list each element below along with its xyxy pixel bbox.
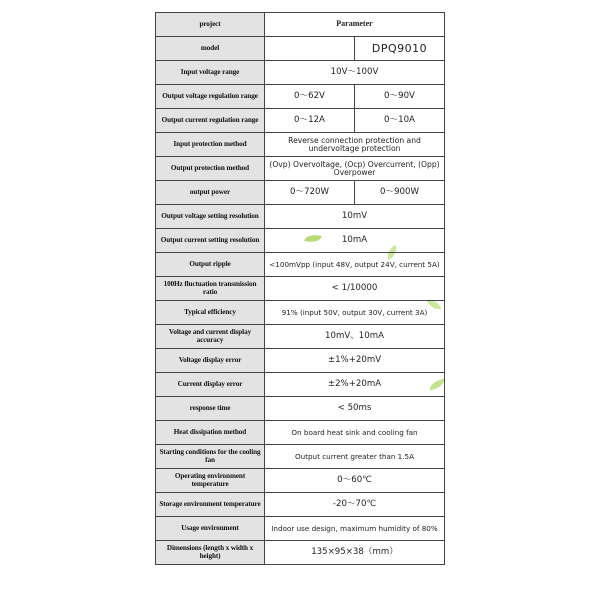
row-value-left: 0～12A: [265, 109, 355, 133]
table-row: [156, 397, 445, 421]
row-value-right: 0～10A: [355, 109, 445, 133]
table-header-row: [156, 13, 445, 37]
row-value: ±1%+20mV: [265, 349, 445, 373]
table-row: [156, 253, 445, 277]
table-row: [156, 37, 445, 61]
table-row: [156, 205, 445, 229]
row-value: 135×95×38（mm）: [265, 541, 445, 565]
header-project: project: [156, 13, 265, 37]
row-label: 100Hz fluctuation transmission ratio: [156, 277, 265, 301]
table-row: [156, 469, 445, 493]
row-label: Heat dissipation method: [156, 421, 265, 445]
table-row: [156, 541, 445, 565]
empty-cell: [265, 37, 355, 61]
row-label: response time: [156, 397, 265, 421]
table-row: [156, 109, 445, 133]
row-value-left: 0～720W: [265, 181, 355, 205]
row-value-right: 0～900W: [355, 181, 445, 205]
row-value: Output current greater than 1.5A: [265, 445, 445, 469]
table-row: [156, 133, 445, 157]
row-label: Output ripple: [156, 253, 265, 277]
row-value-left: 0～62V: [265, 85, 355, 109]
row-value: On board heat sink and cooling fan: [265, 421, 445, 445]
parameter-table: [155, 12, 445, 565]
row-label: Operating environment temperature: [156, 469, 265, 493]
table-row: [156, 445, 445, 469]
table-row: [156, 301, 445, 325]
row-value: < 50ms: [265, 397, 445, 421]
table-row: [156, 325, 445, 349]
row-label: Output current regulation range: [156, 109, 265, 133]
row-label: Input voltage range: [156, 61, 265, 85]
row-value: Indoor use design, maximum humidity of 80%: [265, 517, 445, 541]
row-label: Typical efficiency: [156, 301, 265, 325]
row-value: <100mVpp (input 48V, output 24V, current 5A): [265, 253, 445, 277]
row-value: Reverse connection protection and undervoltage protection: [265, 133, 445, 157]
table-row: [156, 421, 445, 445]
row-label: Input protection method: [156, 133, 265, 157]
row-value: 0～60℃: [265, 469, 445, 493]
row-label: model: [156, 37, 265, 61]
table-row: [156, 61, 445, 85]
row-label: Starting conditions for the cooling fan: [156, 445, 265, 469]
row-label: Output current setting resolution: [156, 229, 265, 253]
row-label: Dimensions (length x width x height): [156, 541, 265, 565]
table-row: [156, 181, 445, 205]
row-label: Usage environment: [156, 517, 265, 541]
row-label: Output voltage setting resolution: [156, 205, 265, 229]
table-row: [156, 277, 445, 301]
model-value: DPQ9010: [355, 37, 445, 61]
row-label: Current display error: [156, 373, 265, 397]
row-label: Voltage and current display accuracy: [156, 325, 265, 349]
row-label: Output voltage regulation range: [156, 85, 265, 109]
row-value-right: 0～90V: [355, 85, 445, 109]
row-value: 10mV: [265, 205, 445, 229]
table-row: [156, 349, 445, 373]
row-value: 10mV、10mA: [265, 325, 445, 349]
row-label: Storage environment temperature: [156, 493, 265, 517]
spec-sheet: [155, 12, 445, 588]
table-row: [156, 157, 445, 181]
table-row: [156, 517, 445, 541]
row-value: 10mA: [265, 229, 445, 253]
row-label: output power: [156, 181, 265, 205]
row-label: Output protection method: [156, 157, 265, 181]
row-value: -20～70℃: [265, 493, 445, 517]
table-row: [156, 85, 445, 109]
row-value: 91% (input 50V, output 30V, current 3A): [265, 301, 445, 325]
row-value: (Ovp) Overvoltage, (Ocp) Overcurrent, (Opp) Overpower: [265, 157, 445, 181]
row-label: Voltage display error: [156, 349, 265, 373]
header-parameter: Parameter: [265, 13, 445, 37]
table-row: [156, 229, 445, 253]
row-value: 10V～100V: [265, 61, 445, 85]
table-row: [156, 493, 445, 517]
table-row: [156, 373, 445, 397]
row-value: ±2%+20mA: [265, 373, 445, 397]
row-value: < 1/10000: [265, 277, 445, 301]
